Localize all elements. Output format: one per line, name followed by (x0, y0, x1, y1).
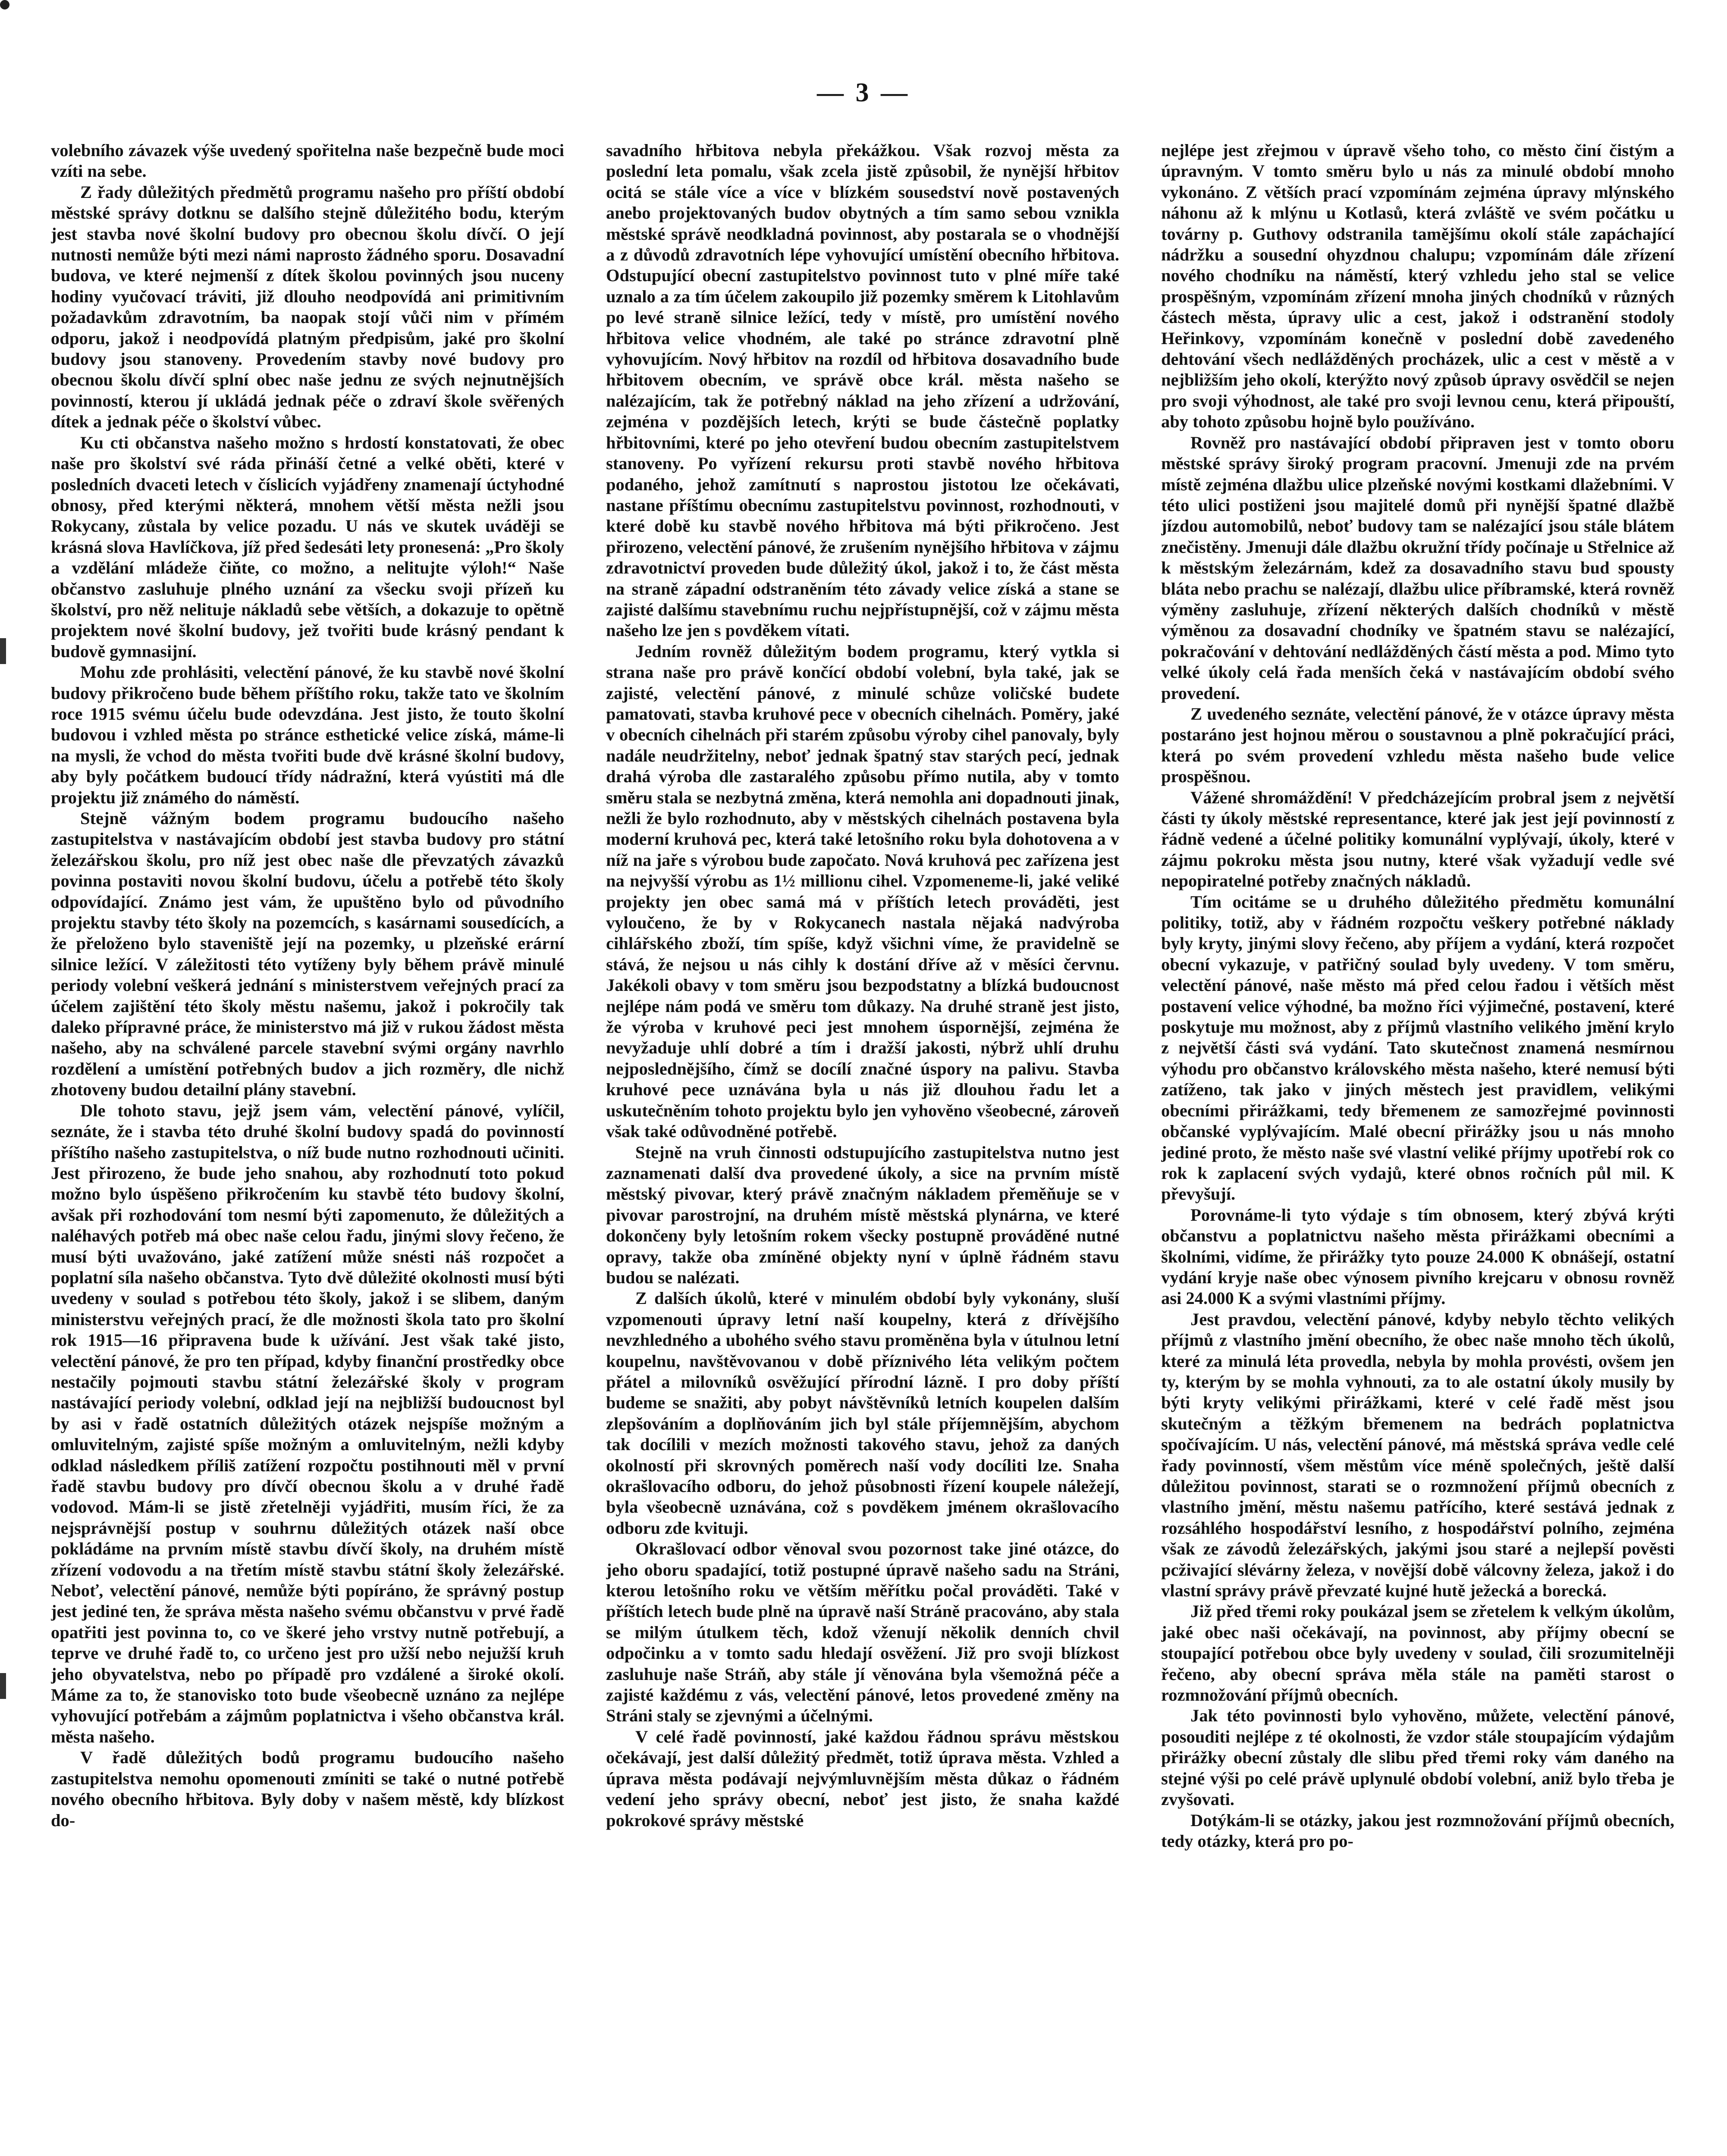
paragraph: Z řady důležitých předmětů programu našeho pro příští období městské správy dotknu se dalšího stejně důležitého bodu, kterým jest stavba nové školní budovy pro obecnou školu dívčí. O její nutnosti nemůže býti mezi námi naprosto žádného sporu. Dosavadní budova, ve které nejmenší z dítek školou povinných jsou nuceny hodiny vyučovací tráviti, již dlouho neodpovídá ani primitivním požadavkům zdravotním, ba naopak stojí vůči nim v přímém odporu, jakož i neodpovídá platným předpisům, jaké pro školní budovy jsou stanoveny. Provedením stavby nové budovy pro obecnou školu dívčí splní obec naše jednu ze svých nejnutnějších povinností, kterou jí ukládá jednak péče o zdraví škole svěřených dítek a jednak péče o školství vůbec. (51, 182, 564, 432)
paragraph: Z uvedeného seznáte, velectění pánové, že v otázce úpravy města postaráno jest hojnou měrou o soustavnou a plně pokračující práci, která po svém provedení vzhledu města našeho bude velice prospěšnou. (1161, 704, 1674, 787)
page-number: — 3 — (817, 78, 910, 107)
text-column-2 (606, 140, 1119, 2156)
paragraph: Rovněž pro nastávající období připraven jest v tomto oboru městské správy široký program pracovní. Jmenuji zde na prvém místě zejména dlažbu ulice plzeňské novými kostkami dlažebními. V této ulici postiženi jsou majitelé domů při nynější špatné dlažbě jízdou automobilů, neboť budovy tam se nalézající jsou stále blátem znečistěny. Jmenuji dále dlažbu okružní třídy počínaje u Střelnice až k městským železárnám, kdež za dosavadního stavu bud spousty bláta nebo prachu se nalézají, dlažbu ulice příbramské, která rovněž výměny zasluhuje, zřízení některých dalších chodníků v městě výměnou za dosavadní chodníky ve špatném stavu se nalézající, pokračování v dehtování nedlážděných částí města a pod. Mimo tyto velké úkoly celá řada menších čeká v nastávajícím období svého provedení. (1161, 432, 1674, 703)
paragraph: Jest pravdou, velectění pánové, kdyby nebylo těchto velikých příjmů z vlastního jmění obecního, že obec naše mnoho těch úkolů, které za minulá léta provedla, nebyla by mohla provésti, ovšem jen ty, kterým by se mohla vyhnouti, za to ale ostatní úkoly musily by býti kryty velikými přirážkami, které v celé řadě měst jsou skutečným a těžkým břemenem na bedrách poplatnictva spočívajícím. U nás, velectění pánové, má městská správa vedle celé řady povinností, všem městům více méně společných, ještě další důležitou povinnost, starati se o rozmnožení příjmů obecních z vlastního jmění, městu našemu patřícího, které sestává jednak z rozsáhlého hospodářství lesního, z hospodářství polního, zejména však ze závodů železářských, jakými jsou staré a nejlepší pověsti pcživající slévárny železa, v novější době válcovny železa, jakož i do vlastní správy právě převzaté kujné hutě ježecká a borecká. (1161, 1309, 1674, 1601)
paragraph: Tím ocitáme se u druhého důležitého předmětu komunální politiky, totiž, aby v řádném rozpočtu veškery potřebné náklady byly kryty, jinými slovy řečeno, aby příjem a vydání, která rozpočet obecní vykazuje, v patřičný soulad byly uvedeny. V tom směru, velectění pánové, naše město má před celou řadou i větších měst postavení velice výhodné, ba možno říci výjimečné, postavení, které poskytuje mu možnost, aby z příjmů vlastního velikého jmění krylo z největší části svá vydání. Tato skutečnost znamená nesmírnou výhodu pro občanstvo královského města našeho, které nemusí býti zatíženo, tak jako v jiných městech jest pravidlem, velikými obecními přirážkami, tedy břemenem ze samozřejmé povinnosti občanské vyplývajícím. Malé obecní přirážky jsou u nás mnoho jediné proto, že město naše své vlastní veliké příjmy upotřebí rok co rok k zaplacení svých vydajů, které obnos ročních půl mil. K převyšují. (1161, 892, 1674, 1204)
paragraph: Z dalších úkolů, které v minulém období byly vykonány, sluší vzpomenouti úpravy letní naší koupelny, která z dřívějšího nevzhledného a ubohého svého stavu proměněna byla v útulnou letní koupelnu, navštěvovanou v době příznivého léta velikým počtem přátel a milovníků osvěžující přírodní lázně. I pro doby příští budeme se snažiti, aby pobyt návštěvníků letních koupelen dalším zlepšováním a doplňováním jich byl stále příjemnějším, abychom tak docílili v mezích možnosti takového stavu, jehož za daných okolností při skrovných poměrech naší vody docíliti lze. Snaha okrašlovacího odboru, do jehož působnosti řízení koupele náležejí, byla všeobecně uznávána, což s povděkem jménem okrašlovacího odboru zde kvituji. (606, 1288, 1119, 1538)
paragraph: Ku cti občanstva našeho možno s hrdostí konstatovati, že obec naše pro školství své ráda přináší četné a velké oběti, které v posledních dvaceti letech v číslicích vyjádřeny znamenají úctyhodné obnosy, před kterými některá, mnohem větší města nežli jsou Rokycany, zůstala by velice pozadu. U nás ve skutek uváději se krásná slova Havlíčkova, jíž před šedesáti lety pronesená: „Pro školy a vzdělání mládeže čiňte, co možno, a nelitujte výloh!“ Naše občanstvo zasluhuje plného uznání za všecku svoji přízeň ku školství, pro něž nelituje nákladů sebe větších, a dokazuje to opětně projektem nové školní budovy, jež tvořiti bude krásný pendant k budově gymnasijní. (51, 432, 564, 661)
paragraph: V řadě důležitých bodů programu budoucího našeho zastupitelstva nemohu opomenouti zmíniti se také o nutné potřebě nového obecního hřbitova. Byly doby v našem městě, kdy blízkost do- (51, 1748, 564, 1830)
paragraph: V celé řadě povinností, jaké každou řádnou správu městskou očekávají, jest další důležitý předmět, totiž úprava města. Vzhled a úprava města podávají nejvýmluvnějším města důkaz o řádném vedení jeho správy obecní, neboť jest jisto, že snaha každé pokrokové správy městské (606, 1727, 1119, 1830)
paragraph: Stejně vážným bodem programu budoucího našeho zastupitelstva v nastávajícím období jest stavba budovy pro státní železářskou školu, pro níž jest obec naše dle převzatých závazků povinna postaviti novou školní budovu, účelu a potřebě této školy odpovídající. Známo jest vám, že upuštěno bylo od původního projektu stavby této školy na pozemcích, s kasárnami sousedících, a že přeloženo bylo staveniště její na pozemky, u plzeňské erární silnice ležící. V záležitosti této vytíženy byly během právě minulé periody volební veškerá jednání s ministerstvem veřejných prací za účelem zajištění této školy městu našemu, jakož i pokročily tak daleko přípravné práce, že ministerstvo má již v rukou žádost města našeho, aby na schválené parcele stavební svými orgány navrhlo rozdělení a umístění potřebných budov a jich rozměry, dle nichž zhotoveny budou detailní plány stavební. (51, 808, 564, 1100)
paragraph: Mohu zde prohlásiti, velectění pánové, že ku stavbě nové školní budovy přikročeno bude během příštího roku, takže tato ve školním roce 1915 svému účelu bude odevzdána. Jest jisto, že touto školní budovou i vzhled města po stránce esthetické velice získá, máme-li na mysli, že vchod do města tvořiti bude dvě krásné školní budovy, aby byly počátkem budoucí třídy nádražní, která vyústiti má dle projektu již známého do náměstí. (51, 662, 564, 807)
paragraph: Dle tohoto stavu, jejž jsem vám, velectění pánové, vylíčil, seznáte, že i stavba této druhé školní budovy spadá do povinností příštího našeho zastupitelstva, o níž bude nutno rozhodnouti učiniti. Jest přirozeno, že bude jeho snahou, aby rozhodnutí toto pokud možno bylo úspěšeno přikročením ku stavbě této budovy školní, avšak při rozhodování tom nesmí býti zapomenuto, že důležitých a naléhavých potřeb má obec naše celou řadu, jinými slovy řečeno, že musí býti uvažováno, jaké zatížení může snésti náš rozpočet a poplatní síla našeho občanstva. Tyto dvě důležité okolnosti musí býti uvedeny v soulad s potřebou této školy, jakož i se slibem, daným ministerstvu veřejných prací, že dle možnosti škola tato pro školní rok 1915—16 připravena bude k užívání. Jest však také jisto, velectění pánové, že pro ten případ, kdyby finanční prostředky obce nestačily pojmouti stavbu státní železářské školy v program nastávající periody volební, odklad její na nejbližší budoucnost byl by asi v řadě ostatních důležitých otázek nejspíše možným a omluvitelným, zajisté spíše možným a omluvitelným, nežli kdyby odklad následkem příliš zatížení rozpočtu postihnouti měl v první řadě stavbu budovy pro dívčí obecnou školu a v druhé řadě vodovod. Mám-li se jistě zřetelněji vyjádřiti, musím říci, že za nejsprávnější postup v souhrnu důležitých otázek naší obce pokládáme na prvním místě stavbu dívčí školy, na druhém místě zřízení vodovodu a na třetím místě stavbu státní školy železářské. Neboť, velectění pánové, nemůže býti popíráno, že správný postup jest jediné ten, že správa města našeho svému občanstvu v prvé řadě opatřiti jest povinna to, co ve škeré jeho vrstvy nutně potřebují, a teprve ve druhé řadě to, co určeno jest pro užší nebo nejužší kruh jeho obyvatelstva, nebo po případě pro vzdálené a široké okolí. Máme za to, že stanovisko toto bude všeobecně uznáno za nejlépe vyhovující potřebám a zájmům poplatnictva i všeho občanstva král. města našeho. (51, 1100, 564, 1746)
paragraph: Porovnáme-li tyto výdaje s tím obnosem, který zbývá krýti občanstvu a poplatnictvu našeho města přirážkami obecními a školními, vidíme, že přirážky tyto pouze 24.000 K obnášejí, ostatní vydání kryje naše obec výnosem pivního krejcaru v obnosu rovněž asi 24.000 K a svými vlastními příjmy. (1161, 1205, 1674, 1308)
print-mark (0, 0, 9, 9)
paragraph: Dotýkám-li se otázky, jakou jest rozmnožování příjmů obecních, tedy otázky, která pro po- (1161, 1810, 1674, 1851)
paragraph: Již před třemi roky poukázal jsem se zřetelem k velkým úkolům, jaké obec naši očekávají, na povinnost, aby příjmy obecní se stoupající potřebou obce byly uvedeny v soulad, čili srozumitelněji řečeno, aby obecní správa měla stále na paměti starost o rozmnožování příjmů obecních. (1161, 1601, 1674, 1705)
paragraph: Okrašlovací odbor věnoval svou pozornost take jiné otázce, do jeho oboru spadající, totiž postupné úpravě našeho sadu na Stráni, kterou letošního roku ve větším měřítku počal prováděti. Také v příštích letech bude plně na úpravě naší Stráně pracováno, aby stala se milým útulkem těch, kdož vženují několik denních chvil odpočinku a v tomto sadu hledají osvěžení. Již pro svoji blízkost zasluhuje naše Stráň, aby stále jí věnována byla všemožná péče a zajisté každému z vás, velectění pánové, letos provedené změny na Stráni staly se zjevnými a účelnými. (606, 1539, 1119, 1726)
paragraph: Jak této povinnosti bylo vyhověno, můžete, velectění pánové, posouditi nejlépe z té okolnosti, že vzdor stále stoupajícím výdajům přirážky obecní zůstaly dle slibu před třemi roky vám daného na stejné výši po celé právě uplynulé období volební, aniž bylo třeba je zvyšovati. (1161, 1706, 1674, 1809)
paragraph: Jedním rovněž důležitým bodem programu, který vytkla si strana naše pro právě končící období volební, byla také, jak se zajisté, velectění pánové, z minulé schůze voličské budete pamatovati, stavba kruhové pece v obecních cihelnách. Poměry, jaké v obecních cihelnách při starém způsobu výroby cihel panovaly, byly nadále neudržitelny, neboť jednak špatný stav starých pecí, jednak drahá výroba dle zastaralého způsobu přímo nutila, aby v tomto směru stala se nezbytná změna, která nemohla ani dopadnouti jinak, nežli že bylo rozhodnuto, aby v městských cihelnách postavena byla moderní kruhová pec, která také letošního roku byla dohotovena a v níž na jaře s výrobou bude započato. Nová kruhová pec zařízena jest na nejvyšší výrobu as 1½ millionu cihel. Vzpomeneme-li, jaké veliké projekty jen obec samá má v příštích letech prováděti, jest vyloučeno, že by v Rokycanech nastala nějaká nadvýroba cihlářského zboží, tím spíše, když všichni víme, že pravidelně se stává, že nejsou u nás cihly k dostání dříve až v měsíci červnu. Jakékoli obavy v tom směru jsou bezpodstatny a blízká budoucnost nejlépe nám podá ve směru tom důkazy. Na druhé straně jest jisto, že výroba v kruhové peci jest mnohem úspornější, zejména že nevyžaduje uhlí dobré a tím i dražší jakosti, nýbrž uhlí druhu nejposlednějšího, čímž se docílí značné úspory na palivu. Stavba kruhové pece uznávána byla u nás již dlouhou řadu let a uskutečněním tohoto projektu bylo jen vyhověno všeobecné, zároveň však také odůvodněné potřebě. (606, 641, 1119, 1141)
text-column-3 (1161, 140, 1674, 2156)
paragraph: nejlépe jest zřejmou v úpravě všeho toho, co město činí čistým a úpravným. V tomto směru bylo u nás za minulé období mnoho vykonáno. Z větších prací vzpomínám zejména úpravy mlýnského náhonu až k mlýnu u Kotlasů, která zvláště ve svém počátku u továrny p. Guthovy odstranila tamějšímu okolí stále zapáchající nádržku a sousední ohyzdnou chalupu; vzpomínám dále zřízení nového chodníku na náměstí, který vzhledu jeho stal se velice prospěšným, vzpomínám zřízení mnoha jiných chodníků v různých částech města, úpravy ulic a cest, jakož i odstranění stodoly Heřinkovy, vzpomínám konečně v poslední době zavedeného dehtování všech nedlážděných procházek, ulic a cest v městě a v nejbližším jeho okolí, kterýžto nový způsob úpravy osvědčil se nejen pro svoji výhodnost, ale také pro svoji levnou cenu, která připouští, aby tohoto způsobu hojně bylo používáno. (1161, 141, 1674, 432)
paragraph: Stejně na vruh činnosti odstupujícího zastupitelstva nutno jest zaznamenati další dva provedené úkoly, a sice na prvním místě městský pivovar, který právě značným nákladem přeměňuje se v pivovar parostrojní, na druhém místě městská plynárna, ve které dokončeny byly letošním rokem všecky postupně prováděné nutné opravy, takže oba zmíněné objekty nyní v úplně řádném stavu budou se nalézati. (606, 1142, 1119, 1287)
paragraph: savadního hřbitova nebyla překážkou. Však rozvoj města za poslední leta pomalu, však zcela jistě způsobil, že nynější hřbitov ocitá se stále více a více v blízkém sousedství nově postavených anebo projektovaných budov obytných a tím samo sebou vznikla městské správě neodkladná povinnost, aby postarala se o vhodnější a z důvodů zdravotních lépe vyhovující umístění obecního hřbitova. Odstupující obecní zastupitelstvo povinnost tuto v plné míře také uznalo a za tím účelem zakoupilo již pozemky směrem k Litohlavům po levé straně silnice ležící, tedy v místě, pro umístění nového hřbitova velice vhodném, ale také po stránce zdravotní plně vyhovujícím. Nový hřbitov na rozdíl od hřbitova dosavadního bude hřbitovem obecním, ve správě obce král. města našeho se nalézajícím, tak že potřebný náklad na jeho zřízení a udržování, zejména v pozdějších letech, krýti se bude částečně poplatky hřbitovními, které po jeho otevření budou obecním zastupitelstvem stanoveny. Po vyřízení rekursu proti stavbě nového hřbitova podaného, jehož zamítnutí s naprostou jistotou lze očekávati, nastane příštímu obecnímu zastupitelstvu povinnost, rozhodnouti, v které době ku stavbě nového hřbitova má býti přikročeno. Jest přirozeno, velectění pánové, že zrušením nynějšího hřbitova v zájmu zdravotnictví proveden bude důležitý úkol, jakož i to, že část města na straně západní odstraněním této závady velice získá a stane se zajisté dalšímu stavebnímu ruchu nejpřístupnější, což v zájmu města našeho lze jen s povděkem vítati. (606, 141, 1119, 640)
paragraph: volebního závazek výše uvedený spořitelna naše bezpečně bude moci vzíti na sebe. (51, 141, 564, 181)
edge-mark (0, 638, 6, 664)
paragraph: Vážené shromáždění! V předcházejícím probral jsem z největší části ty úkoly městské representance, které jak jest její povinností z řádně vedené a účelné politiky komunální vyplývají, úkoly, které v zájmu pokroku města jsou nutny, které však vyžadují vedle své nepopiratelné potřeby značných nákladů. (1161, 787, 1674, 891)
edge-mark (0, 1673, 6, 1699)
text-column-1 (51, 140, 564, 2156)
